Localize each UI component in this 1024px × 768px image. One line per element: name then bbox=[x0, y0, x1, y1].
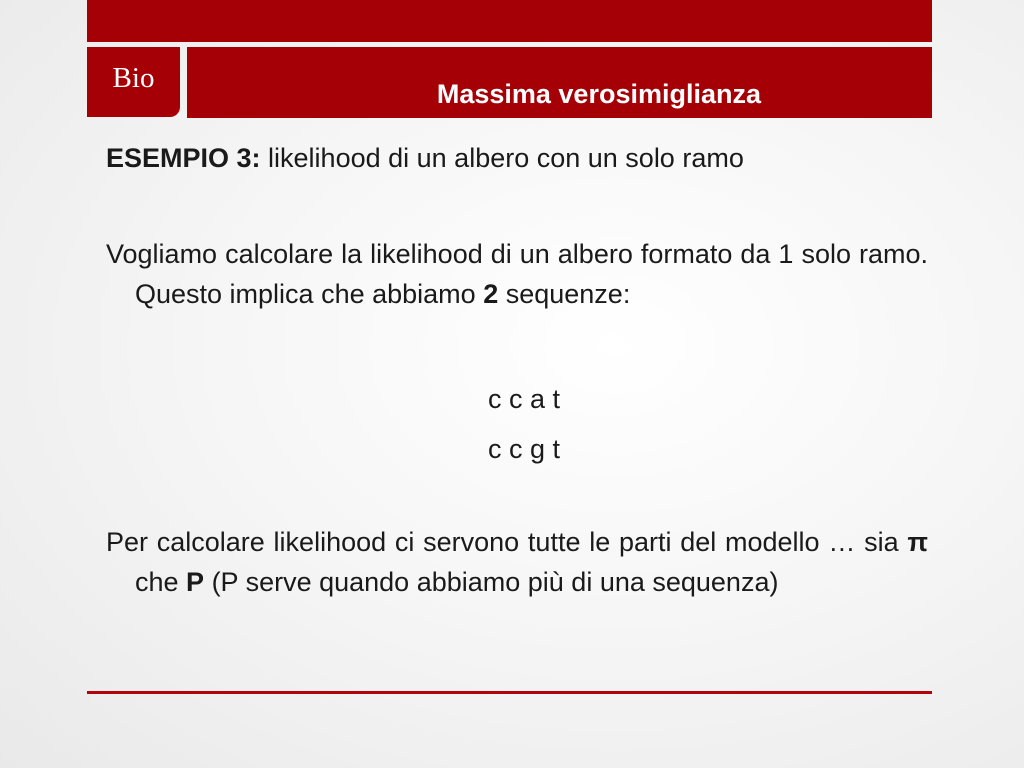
sequence-block bbox=[106, 374, 928, 474]
paragraph-model-tail: (P serve quando abbiamo più di una sequenza) bbox=[204, 567, 779, 597]
paragraph-intro-text: Vogliamo calcolare la likelihood di un albero formato da 1 solo ramo. Questo implica che abbiamo bbox=[106, 239, 928, 309]
bio-tab bbox=[87, 47, 180, 117]
paragraph-intro-tail: sequenze: bbox=[498, 279, 631, 309]
paragraph-model-text: Per calcolare likelihood ci servono tutte le parti del modello … sia bbox=[106, 527, 908, 557]
sequence-1: c c a t bbox=[487, 384, 561, 414]
slide-title: Massima verosimiglianza bbox=[436, 79, 761, 109]
bio-tab-label: Bio bbox=[112, 61, 155, 94]
p-symbol: P bbox=[186, 567, 205, 597]
paragraph-intro bbox=[106, 234, 928, 314]
example-label: ESEMPIO 3: bbox=[106, 143, 261, 173]
pi-symbol: π bbox=[907, 527, 928, 557]
paragraph-model bbox=[106, 522, 928, 602]
paragraph-model-che: che bbox=[135, 567, 187, 597]
slide-content bbox=[106, 138, 928, 602]
sequence-count: 2 bbox=[483, 279, 499, 309]
example-heading bbox=[106, 138, 928, 178]
top-band bbox=[87, 0, 932, 42]
bottom-rule bbox=[87, 691, 932, 694]
example-text: likelihood di un albero con un solo ramo bbox=[260, 143, 744, 173]
sequence-2: c c g t bbox=[487, 434, 561, 464]
title-bar bbox=[187, 47, 932, 118]
